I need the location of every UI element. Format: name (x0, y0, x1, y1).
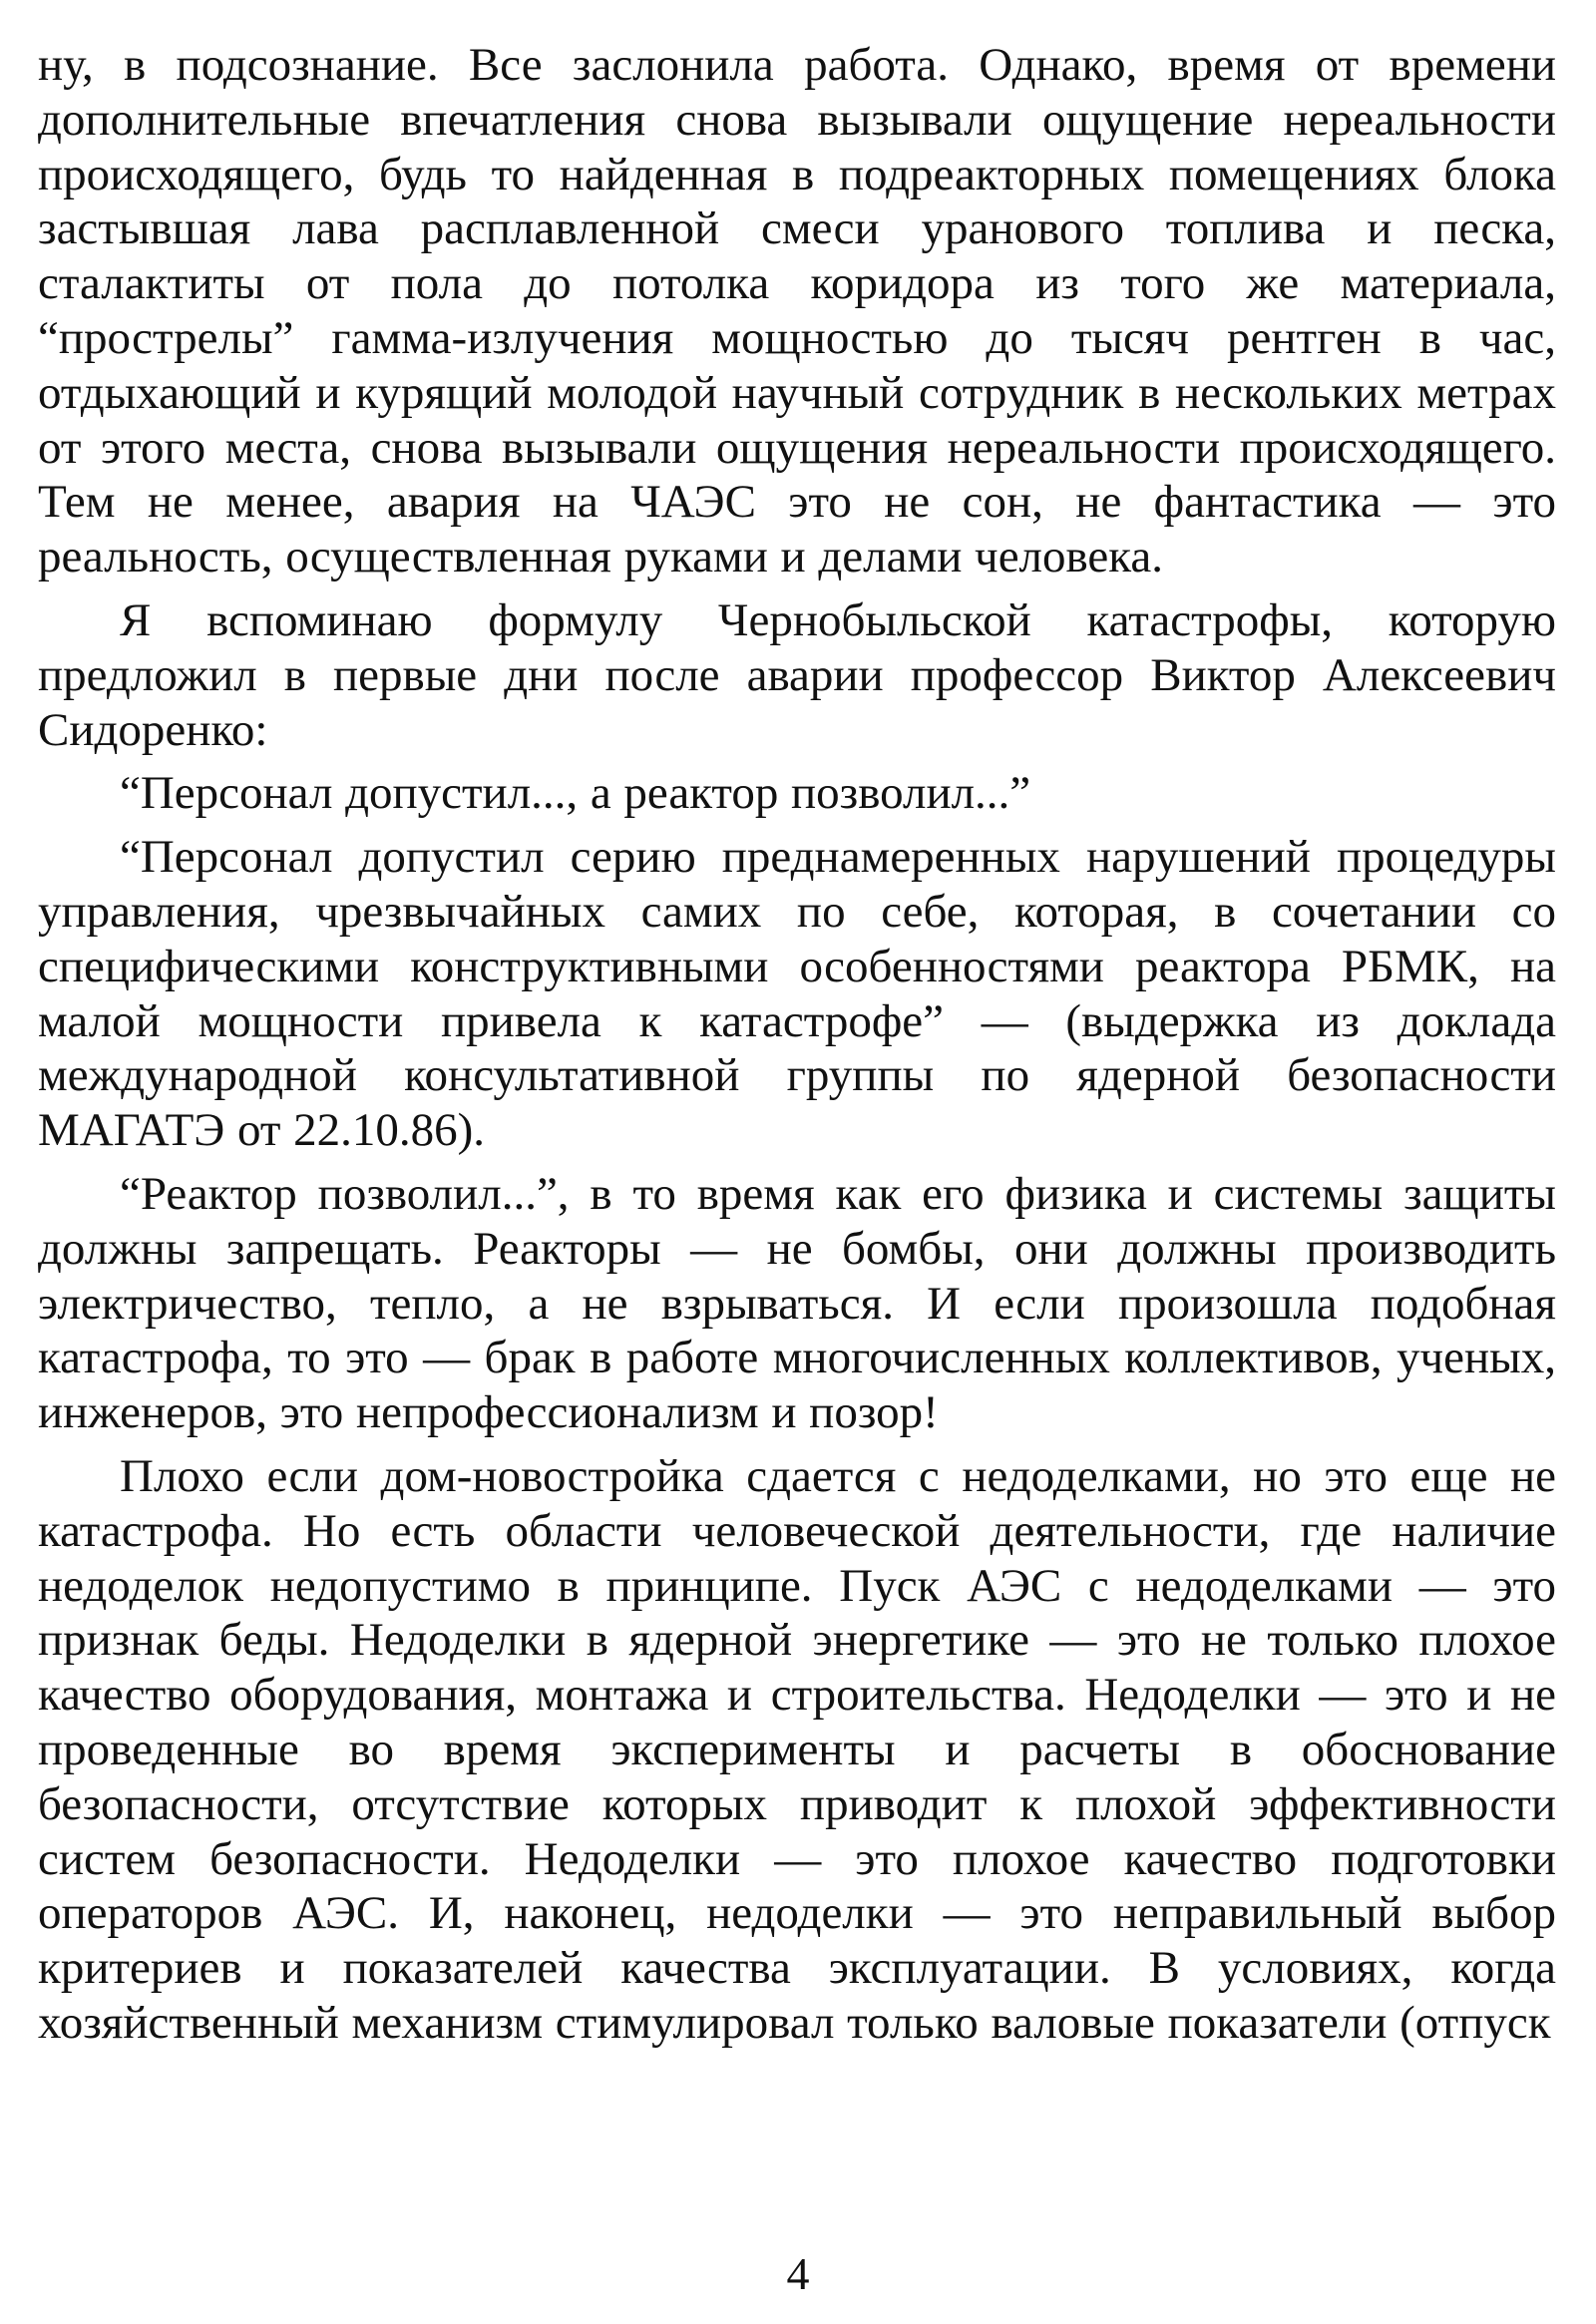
paragraph-continuation: ну, в подсознание. Все заслонила работа. Однако, время от времени дополнительные впечатления снова вызывали ощущение нереальности происходящего, будь то найденная в подреакторных помещениях блока застывшая лава расплавленной смеси уранового топлива и песка, сталактиты от пола до потолка коридора из того же материала, “прострелы” гамма-излучения мощностью до тысяч рентген в час, отдыхающий и курящий молодой научный сотрудник в нескольких метрах от этого места, снова вызывали ощущения нереальности происходящего. Тем не менее, авария на ЧАЭС это не сон, не фантастика — это реальность, осуществленная руками и делами человека. (38, 39, 1556, 583)
paragraph-formula-intro: Я вспоминаю формулу Чернобыльской катастрофы, которую предложил в первые дни после аварии профессор Виктор Алексеевич Сидоренко: (38, 593, 1556, 756)
page-body (38, 38, 1556, 2060)
paragraph-iaea-quote: “Персонал допустил серию преднамеренных нарушений процедуры управления, чрезвычайных самих по себе, которая, в сочетании со специфическими конструктивными особенностями реактора РБМК, на малой мощности привела к катастрофе” — (выдержка из доклада международной консультативной группы по ядерной безопасности МАГАТЭ от 22.10.86). (38, 831, 1556, 1157)
page-number: 4 (786, 2248, 810, 2299)
paragraph-defects: Плохо если дом-новостройка сдается с недоделками, но это еще не катастрофа. Но есть области человеческой деятельности, где наличие недоделок недопустимо в принципе. Пуск АЭС с недоделками — это признак беды. Недоделки в ядерной энергетике — это не только плохое качество оборудования, монтажа и строительства. Недоделки — это и не проведенные во время эксперименты и расчеты в обоснование безопасности, отсутствие которых приводит к плохой эффективности систем безопасности. Недоделки — это плохое качество подготовки операторов АЭС. И, наконец, недоделки — это неправильный выбор критериев и показателей качества эксплуатации. В условиях, когда хозяйственный механизм стимулировал только валовые показатели (отпуск (38, 1449, 1556, 2049)
paragraph-formula-quote: “Персонал допустил..., а реактор позволил...” (120, 767, 1031, 820)
paragraph-reactor-allowed: “Реактор позволил...”, в то время как его физика и системы защиты должны запрещать. Реакторы — не бомбы, они должны производить электричество, тепло, а не взрываться. И если произошла подобная катастрофа, то это — брак в работе многочисленных коллективов, ученых, инженеров, это непрофессионализм и позор! (38, 1167, 1556, 1439)
